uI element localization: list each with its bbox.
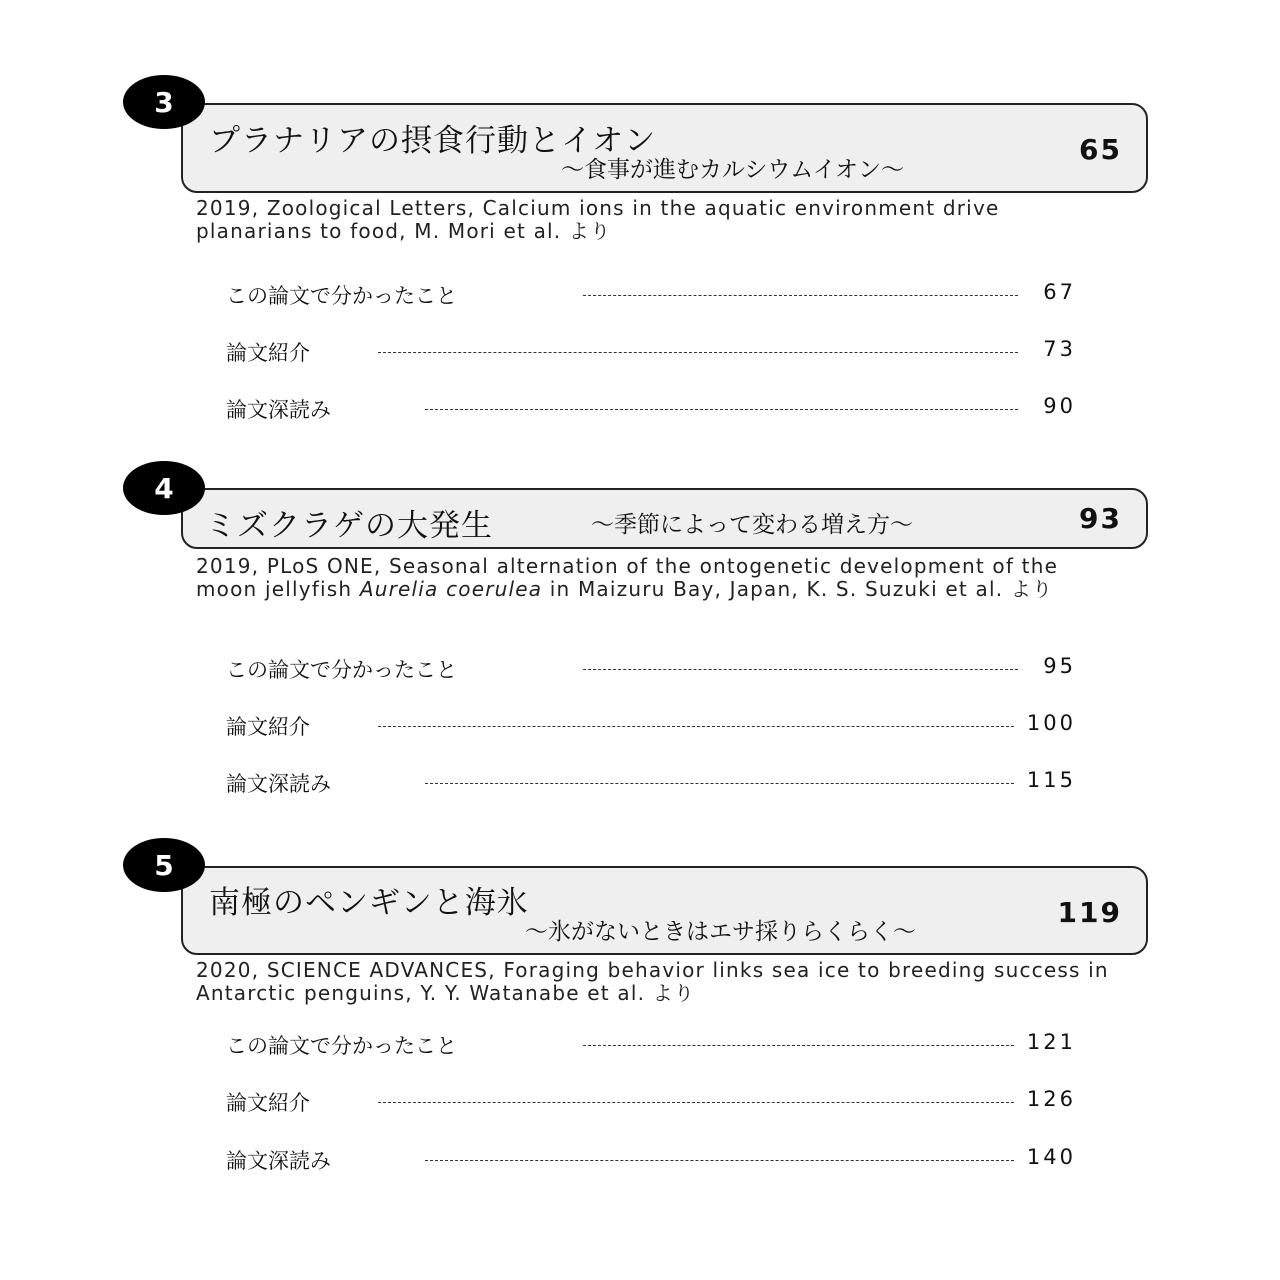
chapter-title: 南極のペンギンと海氷 xyxy=(209,885,529,921)
dotted-leader xyxy=(378,726,1014,727)
chapter-title-box[interactable] xyxy=(181,103,1148,193)
species-name: Aurelia coerulea xyxy=(359,577,543,601)
chapter-subtitle: 〜季節によって変わる増え方〜 xyxy=(591,512,913,538)
dotted-leader xyxy=(378,352,1018,353)
toc-label: 論文深読み xyxy=(226,772,331,796)
citation: 2019, Zoological Letters, Calcium ions in the aquatic environment drive planarians to food, M. Mori et al. より xyxy=(196,196,1000,243)
chapter-number-badge: 5 xyxy=(123,838,205,892)
dotted-leader xyxy=(583,1045,1014,1046)
toc-label: 論文紹介 xyxy=(226,1091,310,1115)
toc-page-number: 90 xyxy=(1043,394,1076,418)
citation xyxy=(196,555,1116,601)
chapter-title: プラナリアの摂食行動とイオン xyxy=(209,123,657,159)
toc-page-number: 95 xyxy=(1043,654,1076,678)
dotted-leader xyxy=(378,1102,1014,1103)
dotted-leader xyxy=(583,295,1018,296)
toc-row[interactable] xyxy=(226,1087,1076,1117)
toc-row[interactable] xyxy=(226,394,1076,424)
chapter-page-number: 93 xyxy=(1079,502,1122,535)
chapter-number-badge: 4 xyxy=(123,461,205,515)
dotted-leader xyxy=(425,783,1014,784)
dotted-leader xyxy=(425,409,1018,410)
toc-page-number: 67 xyxy=(1043,280,1076,304)
toc-page-number: 115 xyxy=(1026,768,1076,792)
chapter-title: ミズクラゲの大発生 xyxy=(205,508,493,544)
toc-label: 論文紹介 xyxy=(226,715,310,739)
chapter-subtitle: 〜氷がないときはエサ採りらくらく〜 xyxy=(525,919,916,945)
toc-row[interactable] xyxy=(226,711,1076,741)
toc-label: 論文深読み xyxy=(226,1149,331,1173)
toc-row[interactable] xyxy=(226,280,1076,310)
toc-label: 論文紹介 xyxy=(226,341,310,365)
toc-row[interactable] xyxy=(226,1030,1076,1060)
toc-page-number: 140 xyxy=(1026,1145,1076,1169)
chapter-title-box[interactable] xyxy=(181,488,1148,549)
toc-page-number: 121 xyxy=(1026,1030,1076,1054)
citation: 2020, SCIENCE ADVANCES, Foraging behavior links sea ice to breeding success in Antarctic penguins, Y. Y. Watanabe et al. より xyxy=(196,958,1109,1005)
toc-label: この論文で分かったこと xyxy=(226,658,457,682)
toc-label: この論文で分かったこと xyxy=(226,284,457,308)
toc-page-number: 73 xyxy=(1043,337,1076,361)
toc-row[interactable] xyxy=(226,768,1076,798)
toc-page-number: 126 xyxy=(1026,1087,1076,1111)
toc-row[interactable] xyxy=(226,1145,1076,1175)
chapter-page-number: 65 xyxy=(1079,133,1122,166)
toc-row[interactable] xyxy=(226,654,1076,684)
dotted-leader xyxy=(425,1160,1014,1161)
dotted-leader xyxy=(583,669,1018,670)
toc-label: 論文深読み xyxy=(226,398,331,422)
chapter-page-number: 119 xyxy=(1057,896,1122,929)
toc-row[interactable] xyxy=(226,337,1076,367)
citation-text: in Maizuru Bay, Japan, K. S. Suzuki et al. より xyxy=(542,577,1054,601)
chapter-number-badge: 3 xyxy=(123,75,205,129)
chapter-subtitle: 〜食事が進むカルシウムイオン〜 xyxy=(561,157,905,183)
chapter-title-box[interactable] xyxy=(181,866,1148,955)
citation-text: 2019, PLoS ONE, Seasonal alternation of the ontogenetic development of the moon jellyfish xyxy=(196,554,1059,601)
toc-label: この論文で分かったこと xyxy=(226,1034,457,1058)
toc-page-number: 100 xyxy=(1026,711,1076,735)
